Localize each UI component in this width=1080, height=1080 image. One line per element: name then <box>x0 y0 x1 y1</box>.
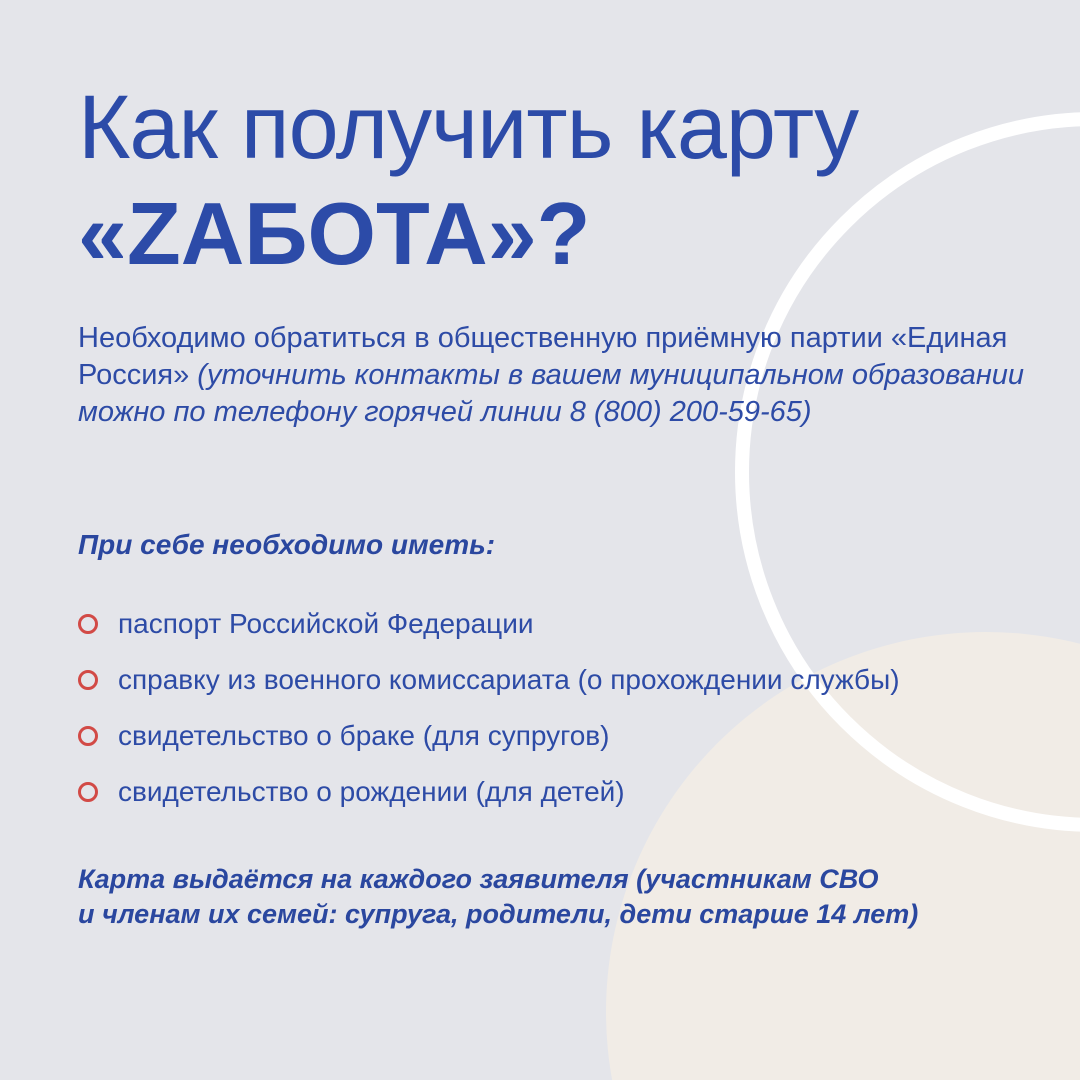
card-content <box>78 0 1068 1080</box>
circle-bullet-icon <box>78 670 98 690</box>
circle-bullet-icon <box>78 726 98 746</box>
list-item <box>78 652 900 708</box>
list-item <box>78 596 900 652</box>
card-name-title: «ZАБОТА»? <box>78 184 591 283</box>
circle-bullet-icon <box>78 614 98 634</box>
list-item <box>78 764 900 820</box>
footer-note <box>78 862 1058 932</box>
intro-hotline-note: (уточнить контакты в вашем муниципальном образовании можно по телефону горячей линии 8 (800) 200-59-65) <box>78 359 1025 428</box>
intro-text: Необходимо обратиться в общественную приёмную партии «Единая Россия» <box>78 322 1008 391</box>
circle-bullet-icon <box>78 782 98 802</box>
requirements-list <box>78 596 900 820</box>
footer-note-line2: и членам их семей: супруга, родители, дети старше 14 лет) <box>78 899 919 929</box>
page-title: Как получить карту <box>78 78 859 178</box>
requirements-heading: При себе необходимо иметь: <box>78 529 496 560</box>
requirement-birth-certificate: свидетельство о рождении (для детей) <box>118 776 625 807</box>
list-item <box>78 708 900 764</box>
footer-note-line1: Карта выдаётся на каждого заявителя (участникам СВО <box>78 864 879 894</box>
requirement-marriage-certificate: свидетельство о браке (для супругов) <box>118 720 610 751</box>
requirement-passport: паспорт Российской Федерации <box>118 608 534 639</box>
intro-paragraph <box>78 320 1028 431</box>
requirement-military-certificate: справку из военного комиссариата (о прохождении службы) <box>118 664 900 695</box>
